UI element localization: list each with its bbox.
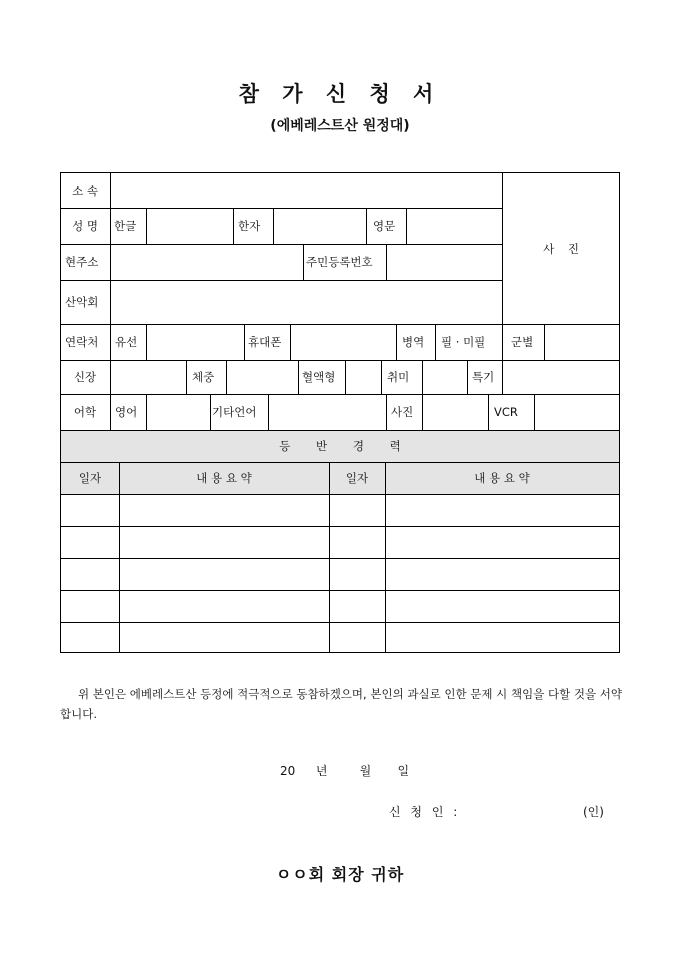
document-title: 참 가 신 청 서 — [238, 81, 442, 106]
english-label: 영어 — [115, 405, 138, 419]
history-date-header-2: 일자 — [345, 471, 369, 485]
applicant-seal: (인) — [583, 805, 604, 819]
landline-label: 유선 — [115, 335, 138, 349]
language-label: 어학 — [73, 405, 97, 419]
name-label: 성 명 — [72, 219, 98, 233]
recipient: ㅇㅇ회 회장 귀하 — [275, 865, 405, 884]
pledge-text: 위 본인은 에베레스트산 등정에 적극적으로 동참하겠으며, 본인의 과실로 인한 문제 시 책임을 다할 것을 서약합니다. — [60, 687, 622, 721]
application-form — [60, 172, 620, 653]
history-date-header: 일자 — [78, 471, 102, 485]
date-line — [280, 762, 409, 779]
date-day-unit: 일 — [397, 764, 410, 778]
military-status-label: 필 · 미필 — [441, 335, 486, 349]
mobile-label: 휴대폰 — [248, 335, 282, 349]
contact-label: 연락처 — [65, 335, 99, 349]
weight-label: 체중 — [192, 370, 215, 384]
alpine-club-label: 산악회 — [65, 295, 99, 309]
history-header-band — [61, 462, 619, 494]
climbing-history-title: 등 반 경 력 — [279, 439, 401, 453]
affiliation-label: 소 속 — [72, 184, 98, 198]
name-english-label: 영문 — [373, 219, 396, 233]
photography-label: 사진 — [391, 405, 414, 419]
military-branch-label: 군별 — [511, 335, 534, 349]
date-year-unit: 년 — [315, 764, 328, 778]
document-subtitle: (에베레스트산 원정대) — [270, 118, 410, 134]
address-label: 현주소 — [65, 255, 99, 269]
military-service-label: 병역 — [402, 335, 425, 349]
special-skill-label: 특기 — [472, 370, 495, 384]
name-korean-label: 한글 — [114, 219, 137, 233]
other-language-label: 기타언어 — [212, 405, 257, 419]
hobby-label: 취미 — [387, 370, 410, 384]
history-summary-header-2: 내 용 요 약 — [474, 471, 530, 485]
blood-type-label: 혈액형 — [302, 370, 336, 384]
name-hanja-label: 한자 — [238, 219, 261, 233]
applicant-label: 신 청 인 : — [389, 805, 461, 819]
date-month-unit: 월 — [359, 764, 372, 778]
resident-number-label: 주민등록번호 — [306, 255, 373, 269]
vcr-label: VCR — [494, 405, 518, 419]
history-summary-header: 내 용 요 약 — [196, 471, 252, 485]
height-label: 신장 — [73, 370, 97, 384]
photo-label: 사 진 — [543, 242, 579, 256]
date-year: 20 — [280, 764, 296, 778]
